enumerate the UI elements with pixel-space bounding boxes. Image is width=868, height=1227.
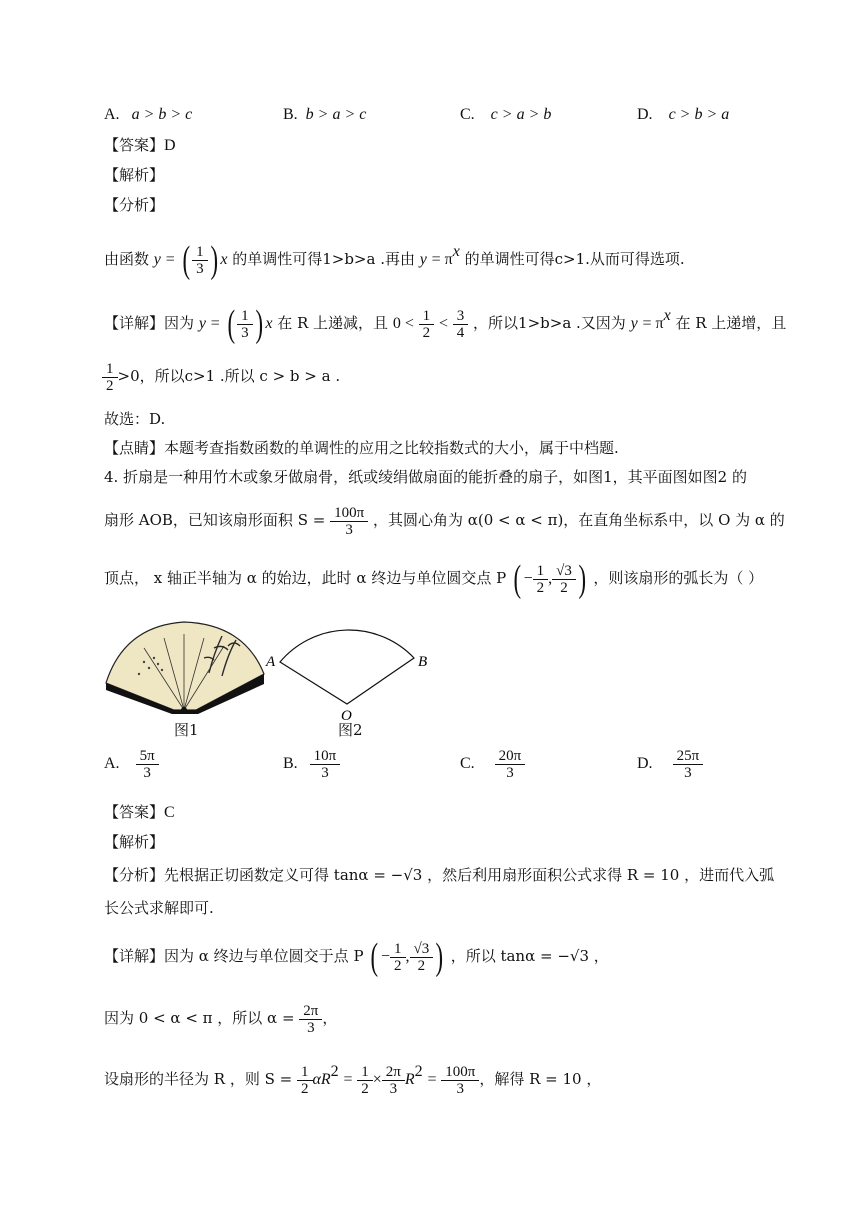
fig2-caption: 图2 bbox=[338, 721, 363, 739]
q4-option-b: B. $\frac{10\pi}{3}$ bbox=[283, 748, 340, 781]
q4-fenxi-line-2: 长公式求解即可. bbox=[104, 899, 214, 917]
q4-analysis-tag: 【解析】 bbox=[104, 833, 165, 851]
q3-analysis-tag: 【解析】 bbox=[104, 166, 165, 184]
q3-detail-line-1: 【详解】因为 y = ( $\frac{1}{3}$ ) x 在 R 上递减，且 0 < $\frac{1}{2}$ < $\frac{3}{4}$ ，所以1>b>a .又因为 $y = \pi^x$ 在 R 上递增，且 bbox=[104, 303, 787, 345]
q3-option-b: B. b > a > c bbox=[283, 106, 367, 123]
q4-option-a: A. $\frac{5\pi}{3}$ bbox=[104, 748, 159, 781]
fig2-label-a: A bbox=[266, 654, 276, 670]
folding-fan-figure bbox=[104, 618, 268, 714]
q3-option-a: A. a > b > c bbox=[104, 106, 193, 123]
q3-comment: 【点睛】本题考查指数函数的单调性的应用之比较指数式的大小，属于中档题. bbox=[104, 439, 619, 457]
q3-answer: 【答案】D bbox=[104, 136, 176, 154]
q3-detail-line-2: $\frac{1}{2}$ >0，所以c>1 .所以 c > b > a . bbox=[104, 356, 340, 396]
q4-option-d: D. $\frac{25\pi}{3}$ bbox=[637, 748, 703, 781]
q4-answer: 【答案】C bbox=[104, 803, 175, 821]
fig2-label-o: O bbox=[341, 708, 352, 724]
fig2-label-b: B bbox=[418, 654, 428, 670]
q3-fenxi-tag: 【分析】 bbox=[104, 196, 165, 214]
q4-stem-line-3: 顶点， x 轴正半轴为 α 的始边，此时 α 终边与单位圆交点 P ( − $\frac{1}{2}$ , $\frac{√3}{2}$ ) ，则该扇形的弧长为（ ） bbox=[104, 558, 764, 600]
q4-detail-line-3: 设扇形的半径为 R ，则 S = $\frac{1}{2}$ $\alpha R^2$ = $\frac{1}{2}$ × $\frac{2\pi}{3}$ $R^2$ = $\frac{100\pi}{3}$ ，解得 R = 10 ， bbox=[104, 1063, 602, 1097]
q4-fenxi-line-1: 【分析】先根据正切函数定义可得 tanα = −√3 ，然后利用扇形面积公式求得 R = 10 ，进而代入弧 bbox=[104, 866, 775, 884]
q3-option-c: C. c > a > b bbox=[460, 106, 552, 123]
fig1-caption: 图1 bbox=[174, 721, 199, 739]
q4-option-c: C. $\frac{20\pi}{3}$ bbox=[460, 748, 525, 781]
q4-detail-line-2: 因为 0 < α < π ，所以 α = $\frac{2\pi}{3}$ ， bbox=[104, 1002, 338, 1036]
q3-choose: 故选：D. bbox=[104, 410, 166, 428]
q4-stem-line-2: 扇形 AOB，已知该扇形面积 S = $\frac{100\pi}{3}$ ，其圆心角为 α(0 < α < π)，在直角坐标系中，以 O 为 α 的 bbox=[104, 504, 785, 538]
q4-detail-line-1: 【详解】因为 α 终边与单位圆交于点 P ( − $\frac{1}{2}$ , $\frac{√3}{2}$ ) ，所以 tanα = −√3 ， bbox=[104, 936, 609, 978]
sector-aob-figure bbox=[264, 612, 434, 724]
q4-stem-line-1: 4. 折扇是一种用竹木或象牙做扇骨，纸或绫绢做扇面的能折叠的扇子，如图1，其平面图如图2 的 bbox=[104, 468, 747, 486]
q3-fenxi-line: 由函数 y = ( $\frac{1}{3}$ ) x 的单调性可得1>b>a .再由 $y = \pi^x$ 的单调性可得c>1.从而可得选项. bbox=[104, 239, 685, 281]
q3-option-d: D. c > b > a bbox=[637, 106, 730, 123]
